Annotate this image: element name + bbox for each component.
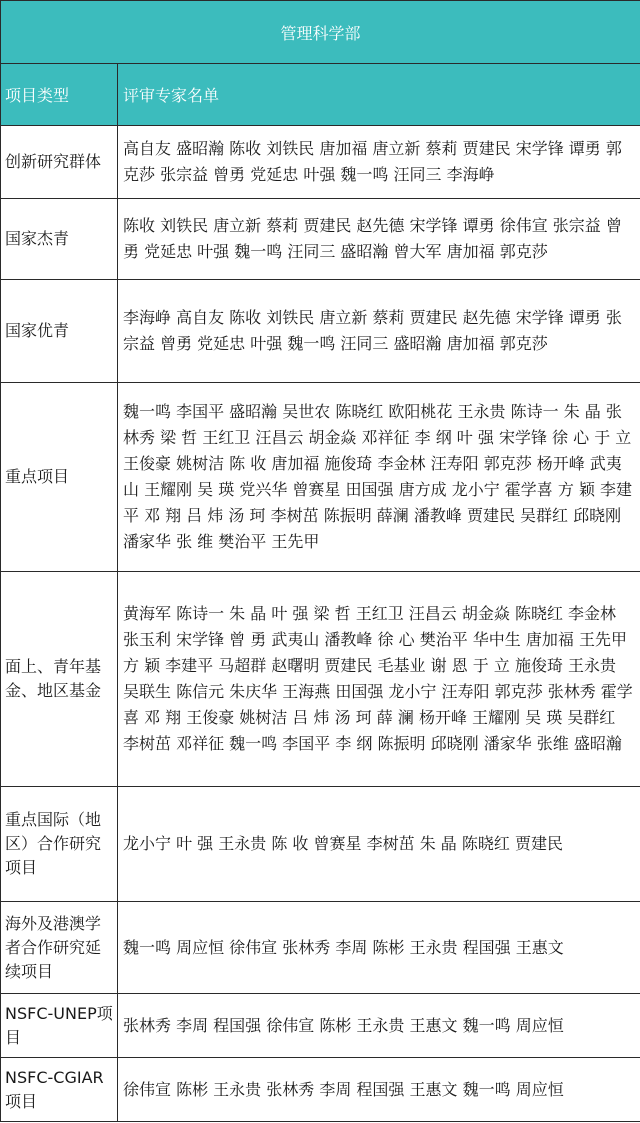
- expert-names-cell: 黄海军 陈诗一 朱 晶 叶 强 梁 哲 王红卫 汪昌云 胡金焱 陈晓红 李金林 张玉利 宋学锋 曾 勇 武夷山 潘教峰 徐 心 樊治平 华中生 唐加福 王先甲 方 颖 李建平 马超群 赵曙明 贾建民 毛基业 谢 恩 于 立 施俊琦 王永贵 吴联生 陈信元 朱庆华 王海燕 田国强 龙小宁 汪寿阳 郭克莎 张林秀 霍学喜 邓 翔 王俊豪 姚树洁 吕 炜 汤 珂 薛 澜 杨开峰 王耀刚 吴 瑛 吴群红 李树茁 邓祥征 魏一鸣 李国平 李 纲 陈振明 邱晓刚 潘家华 张维 盛昭瀚: [118, 572, 640, 787]
- table-row: [1, 1058, 640, 1122]
- table-row: [1, 902, 640, 994]
- expert-names-cell: 陈收 刘铁民 唐立新 蔡莉 贾建民 赵先德 宋学锋 谭勇 徐伟宣 张宗益 曾勇 党延忠 叶强 魏一鸣 汪同三 盛昭瀚 曾大军 唐加福 郭克莎: [118, 199, 640, 280]
- project-type-cell: 重点国际（地区）合作研究项目: [1, 787, 118, 902]
- header-project-type: 项目类型: [1, 64, 118, 126]
- table-row: [1, 126, 640, 199]
- table-row: [1, 199, 640, 280]
- expert-names-cell: 李海峥 高自友 陈收 刘铁民 唐立新 蔡莉 贾建民 赵先德 宋学锋 谭勇 张宗益 曾勇 党延忠 叶强 魏一鸣 汪同三 盛昭瀚 唐加福 郭克莎: [118, 280, 640, 383]
- expert-names-cell: 徐伟宣 陈彬 王永贵 张林秀 李周 程国强 王惠文 魏一鸣 周应恒: [118, 1058, 640, 1122]
- expert-names-cell: 魏一鸣 李国平 盛昭瀚 吴世农 陈晓红 欧阳桃花 王永贵 陈诗一 朱 晶 张林秀 梁 哲 王红卫 汪昌云 胡金焱 邓祥征 李 纲 叶 强 宋学锋 徐 心 于 立 王俊豪 姚树洁 陈 收 唐加福 施俊琦 李金林 汪寿阳 郭克莎 杨开峰 武夷山 王耀刚 吴 瑛 党兴华 曾赛星 田国强 唐方成 龙小宁 霍学喜 方 颖 李建平 邓 翔 吕 炜 汤 珂 李树茁 陈振明 薛澜 潘教峰 贾建民 吴群红 邱晓刚 潘家华 张 维 樊治平 王先甲: [118, 383, 640, 572]
- table-row: [1, 994, 640, 1058]
- project-type-cell: 重点项目: [1, 383, 118, 572]
- project-type-cell: 海外及港澳学者合作研究延续项目: [1, 902, 118, 994]
- table-row: [1, 280, 640, 383]
- expert-names-cell: 龙小宁 叶 强 王永贵 陈 收 曾赛星 李树茁 朱 晶 陈晓红 贾建民: [118, 787, 640, 902]
- header-experts: 评审专家名单: [118, 64, 640, 126]
- table-title: 管理科学部: [1, 1, 640, 64]
- table-row: [1, 572, 640, 787]
- expert-names-cell: 魏一鸣 周应恒 徐伟宣 张林秀 李周 陈彬 王永贵 程国强 王惠文: [118, 902, 640, 994]
- project-type-cell: 面上、青年基金、地区基金: [1, 572, 118, 787]
- project-type-cell: 国家杰青: [1, 199, 118, 280]
- expert-names-cell: 高自友 盛昭瀚 陈收 刘铁民 唐加福 唐立新 蔡莉 贾建民 宋学锋 谭勇 郭克莎 张宗益 曾勇 党延忠 叶强 魏一鸣 汪同三 李海峥: [118, 126, 640, 199]
- project-type-cell: NSFC-CGIAR项目: [1, 1058, 118, 1122]
- header-row: [1, 64, 640, 126]
- project-type-cell: 国家优青: [1, 280, 118, 383]
- title-row: [1, 1, 640, 64]
- project-type-cell: 创新研究群体: [1, 126, 118, 199]
- table-row: [1, 787, 640, 902]
- expert-names-cell: 张林秀 李周 程国强 徐伟宣 陈彬 王永贵 王惠文 魏一鸣 周应恒: [118, 994, 640, 1058]
- table-row: [1, 383, 640, 572]
- project-type-cell: NSFC-UNEP项目: [1, 994, 118, 1058]
